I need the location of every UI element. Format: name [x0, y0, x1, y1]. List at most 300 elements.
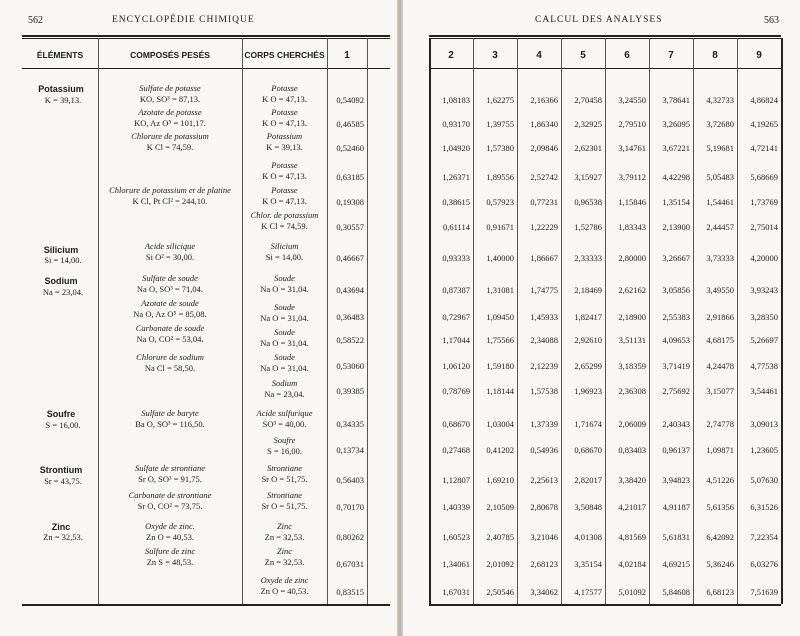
- compound-formula: Sr O, SO³ = 91,75.: [138, 474, 202, 484]
- factor-cell: 2,65299: [574, 361, 602, 371]
- factor-cell: 2,79510: [618, 119, 646, 129]
- factor-cell: 4,21017: [618, 502, 646, 512]
- factor-cell: 7,51639: [750, 587, 778, 597]
- factor-cell: 2,52742: [530, 172, 558, 182]
- factor-cell: 0,83515: [336, 587, 364, 597]
- factor-cell: 1,35154: [662, 197, 690, 207]
- factor-cell: 0,87387: [442, 285, 470, 295]
- sought-formula: Sr O = 51,75.: [261, 501, 308, 511]
- factor-cell: 4,81569: [618, 532, 646, 542]
- factor-cell: 5,19681: [706, 143, 734, 153]
- factor-cell: 0,38615: [442, 197, 470, 207]
- compound-formula: KO, Az O⁵ = 101,17.: [134, 118, 206, 128]
- factor-cell: 3,15077: [706, 386, 734, 396]
- sought-formula: Na O = 31,04.: [260, 338, 309, 348]
- factor-cell: 2,33333: [574, 253, 602, 263]
- factor-cell: 5,07630: [750, 475, 778, 485]
- compound-formula: K Cl, Pt Cl² = 244,10.: [132, 196, 208, 206]
- factor-cell: 2,62301: [574, 143, 602, 153]
- sought-formula: SO³ = 40,00.: [262, 419, 307, 429]
- factor-cell: 2,75014: [750, 222, 778, 232]
- table-top-rule: [22, 35, 390, 37]
- factor-cell: 1,74775: [530, 285, 558, 295]
- table-top-rule-inner: [22, 38, 390, 39]
- factor-cell: 1,17044: [442, 335, 470, 345]
- factor-cell: 0,61114: [443, 222, 470, 232]
- sought-name: Zinc: [276, 521, 293, 531]
- factor-cell: 1,18144: [486, 386, 514, 396]
- factor-cell: 2,32925: [574, 119, 602, 129]
- factor-cell: 0,58522: [336, 335, 364, 345]
- weighed-compound: [100, 241, 240, 263]
- sought-name: Soude: [274, 327, 295, 337]
- element-name: Potassium: [38, 84, 84, 94]
- header-col-1: 1: [344, 50, 350, 61]
- factor-cell: 1,37339: [530, 419, 558, 429]
- weighed-compound: [100, 273, 240, 295]
- factor-cell: 1,73769: [750, 197, 778, 207]
- header-col-6: 6: [624, 50, 630, 61]
- factor-cell: 1,04920: [442, 143, 470, 153]
- factor-cell: 4,86824: [750, 95, 778, 105]
- factor-cell: 0,96538: [574, 197, 602, 207]
- compound-formula: Zn O = 40,53.: [146, 532, 194, 542]
- factor-cell: 3,34062: [530, 587, 558, 597]
- compound-formula: Na O, CO² = 53,04.: [136, 334, 204, 344]
- factor-cell: 1,75566: [486, 335, 514, 345]
- factor-cell: 2,82017: [574, 475, 602, 485]
- header-col-7: 7: [668, 50, 674, 61]
- element-name: Strontium: [39, 465, 83, 475]
- factor-cell: 2,06009: [618, 419, 646, 429]
- factor-cell: 2,10509: [486, 502, 514, 512]
- factor-cell: 3,38420: [618, 475, 646, 485]
- weighed-compound: [100, 185, 240, 207]
- factor-cell: 4,68175: [706, 335, 734, 345]
- compound-formula: Sr O, CO² = 73,75.: [137, 501, 203, 511]
- sought-name: Soufre: [273, 435, 296, 445]
- sought-name: Potasse: [271, 185, 298, 195]
- factor-cell: 2,12239: [530, 361, 558, 371]
- factor-cell: 1,96923: [574, 386, 602, 396]
- element-formula: S = 16,00.: [45, 420, 81, 430]
- factor-cell: 4,09653: [662, 335, 690, 345]
- factor-cell: 3,09013: [750, 419, 778, 429]
- factor-cell: 1,86667: [530, 253, 558, 263]
- factor-cell: 2,50546: [486, 587, 514, 597]
- element-formula: Zn = 32,53.: [43, 532, 83, 542]
- compound-name: Chlorure de potassium: [131, 131, 209, 141]
- factor-cell: 2,13900: [662, 222, 690, 232]
- sought-name: Potasse: [271, 107, 298, 117]
- sought-formula: Si = 14,00.: [265, 252, 304, 262]
- factor-cell: 1,82417: [574, 312, 602, 322]
- factor-cell: 1,57538: [530, 386, 558, 396]
- factor-cell: 4,42298: [662, 172, 690, 182]
- element-name: Soufre: [46, 409, 76, 419]
- sought-body: [243, 210, 326, 232]
- factor-cell: 6,31526: [750, 502, 778, 512]
- compound-name: Oxyde de zinc.: [145, 521, 195, 531]
- factor-cell: 3,54461: [750, 386, 778, 396]
- factor-cell: 0,53060: [336, 361, 364, 371]
- compound-formula: Ba O, SO³ = 116,50.: [135, 419, 205, 429]
- compound-name: Azotate de soude: [141, 298, 199, 308]
- compound-formula: K Cl = 74,59.: [146, 142, 194, 152]
- factor-cell: 2,40785: [486, 532, 514, 542]
- factor-cell: 3,78641: [662, 95, 690, 105]
- weighed-compound: [100, 408, 240, 430]
- weighed-compound: [100, 323, 240, 345]
- factor-cell: 5,36246: [706, 559, 734, 569]
- sought-body: [243, 352, 326, 374]
- element-formula: K = 39,13.: [44, 95, 82, 105]
- sought-formula: Na = 23,04.: [264, 389, 305, 399]
- factor-cell: 1,08183: [442, 95, 470, 105]
- factor-cell: 3,93243: [750, 285, 778, 295]
- weighed-compound: [100, 521, 240, 543]
- factor-cell: 2,55383: [662, 312, 690, 322]
- right-page-number: 563: [764, 15, 779, 26]
- sought-body: [243, 521, 326, 543]
- weighed-compound: [100, 490, 240, 512]
- compound-name: Sulfate de soude: [142, 273, 198, 283]
- factor-cell: 4,77538: [750, 361, 778, 371]
- header-col-4: 4: [536, 50, 542, 61]
- factor-cell: 2,34088: [530, 335, 558, 345]
- sought-body: [243, 83, 326, 105]
- element-formula: Na = 23,04.: [42, 287, 84, 297]
- factor-cell: 0,77231: [530, 197, 558, 207]
- header-col-8: 8: [712, 50, 718, 61]
- factor-cell: 7,22354: [750, 532, 778, 542]
- factor-cell: 2,18900: [618, 312, 646, 322]
- factor-cell: 2,80678: [530, 502, 558, 512]
- factor-cell: 0,93170: [442, 119, 470, 129]
- sought-body: [243, 546, 326, 568]
- factor-cell: 4,19265: [750, 119, 778, 129]
- factor-cell: 1,57380: [486, 143, 514, 153]
- compound-name: Sulfate de potasse: [139, 83, 201, 93]
- factor-cell: 0,30557: [336, 222, 364, 232]
- sought-name: Strontiane: [266, 490, 303, 500]
- compound-name: Chlorure de potassium et de platine: [109, 185, 231, 195]
- factor-cell: 0,68670: [574, 445, 602, 455]
- header-col-3: 3: [492, 50, 498, 61]
- compound-formula: Na Cl = 58,50.: [144, 363, 196, 373]
- element-name: Zinc: [51, 522, 71, 532]
- factor-cell: 3,94823: [662, 475, 690, 485]
- factor-cell: 2,62162: [618, 285, 646, 295]
- header-col-2: 2: [448, 50, 454, 61]
- weighed-compound: [100, 131, 240, 153]
- factor-cell: 3,50848: [574, 502, 602, 512]
- factor-cell: 3,05856: [662, 285, 690, 295]
- table-bottom-rule: [22, 604, 390, 606]
- element-formula: Si = 14,00.: [44, 255, 82, 265]
- factor-cell: 5,68669: [750, 172, 778, 182]
- factor-cell: 1,26371: [442, 172, 470, 182]
- sought-formula: S = 16,00.: [266, 446, 303, 456]
- sought-name: Potassium: [266, 131, 303, 141]
- factor-cell: 4,32733: [706, 95, 734, 105]
- compound-name: Carbonate de soude: [135, 323, 205, 333]
- table-bottom-rule: [429, 604, 781, 606]
- sought-name: Sodium: [271, 378, 298, 388]
- factor-cell: 5,01092: [618, 587, 646, 597]
- factor-cell: 3,72680: [706, 119, 734, 129]
- sought-name: Silicium: [270, 241, 299, 251]
- factor-cell: 5,26697: [750, 335, 778, 345]
- factor-cell: 1,39755: [486, 119, 514, 129]
- sought-formula: Sr O = 51,75.: [261, 474, 308, 484]
- factor-cell: 3,67221: [662, 143, 690, 153]
- sought-formula: Na O = 31,04.: [260, 284, 309, 294]
- factor-cell: 0,46585: [336, 119, 364, 129]
- sought-body: [243, 185, 326, 207]
- compound-name: Sulfate de strontiane: [134, 463, 206, 473]
- factor-cell: 1,60523: [442, 532, 470, 542]
- factor-cell: 4,20000: [750, 253, 778, 263]
- factor-cell: 3,73333: [706, 253, 734, 263]
- sought-body: [243, 302, 326, 324]
- factor-cell: 0,36483: [336, 312, 364, 322]
- factor-cell: 0,83403: [618, 445, 646, 455]
- factor-cell: 2,16366: [530, 95, 558, 105]
- factor-cell: 3,79112: [618, 172, 646, 182]
- factor-cell: 0,19308: [336, 197, 364, 207]
- factor-cell: 2,92610: [574, 335, 602, 345]
- factor-cell: 2,44457: [706, 222, 734, 232]
- left-page: [0, 0, 397, 636]
- factor-cell: 1,12807: [442, 475, 470, 485]
- sought-body: [243, 273, 326, 295]
- factor-cell: 5,61356: [706, 502, 734, 512]
- compound-name: Azotate de potasse: [138, 107, 202, 117]
- sought-formula: K = 39,13.: [266, 142, 303, 152]
- factor-cell: 1,31081: [486, 285, 514, 295]
- factor-cell: 6,42092: [706, 532, 734, 542]
- sought-body: [243, 160, 326, 182]
- sought-formula: K Cl = 74,59.: [261, 221, 308, 231]
- factor-cell: 3,35154: [574, 559, 602, 569]
- compound-name: Sulfure de zinc: [144, 546, 196, 556]
- factor-cell: 3,18359: [618, 361, 646, 371]
- factor-cell: 4,02184: [618, 559, 646, 569]
- sought-formula: K O = 47,13.: [262, 196, 307, 206]
- factor-cell: 2,80000: [618, 253, 646, 263]
- factor-cell: 2,18469: [574, 285, 602, 295]
- factor-cell: 6,03276: [750, 559, 778, 569]
- factor-cell: 1,89556: [486, 172, 514, 182]
- compound-name: Sulfate de baryte: [141, 408, 199, 418]
- sought-body: [243, 408, 326, 430]
- factor-cell: 4,91187: [662, 502, 690, 512]
- element-name: Sodium: [44, 276, 78, 286]
- sought-body: [243, 435, 326, 457]
- sought-formula: Na O = 31,04.: [260, 363, 309, 373]
- table-top-rule: [429, 35, 781, 37]
- header-col-9: 9: [756, 50, 762, 61]
- factor-cell: 0,43694: [336, 285, 364, 295]
- factor-cell: 1,34061: [442, 559, 470, 569]
- factor-cell: 1,03004: [486, 419, 514, 429]
- factor-cell: 1,45933: [530, 312, 558, 322]
- sought-formula: K O = 47,13.: [262, 118, 307, 128]
- factor-cell: 4,17577: [574, 587, 602, 597]
- factor-cell: 1,09871: [706, 445, 734, 455]
- factor-cell: 2,68123: [530, 559, 558, 569]
- factor-cell: 2,09846: [530, 143, 558, 153]
- factor-cell: 3,26095: [662, 119, 690, 129]
- factor-cell: 0,72967: [442, 312, 470, 322]
- factor-cell: 0,70170: [336, 502, 364, 512]
- factor-cell: 1,62275: [486, 95, 514, 105]
- factor-cell: 4,69215: [662, 559, 690, 569]
- sought-formula: K O = 47,13.: [262, 171, 307, 181]
- weighed-compound: [100, 546, 240, 568]
- factor-cell: 5,05483: [706, 172, 734, 182]
- factor-cell: 0,78769: [442, 386, 470, 396]
- header-col-5: 5: [580, 50, 586, 61]
- factor-cell: 3,15927: [574, 172, 602, 182]
- sought-name: Zinc: [276, 546, 293, 556]
- sought-name: Soude: [274, 302, 295, 312]
- factor-cell: 1,40000: [486, 253, 514, 263]
- factor-cell: 1,40339: [442, 502, 470, 512]
- compound-formula: Zn S = 48,53.: [146, 557, 194, 567]
- factor-cell: 1,22229: [530, 222, 558, 232]
- compound-formula: Na O, SO³ = 71,04.: [136, 284, 204, 294]
- factor-cell: 0,56403: [336, 475, 364, 485]
- weighed-compound: [100, 463, 240, 485]
- sought-formula: Zn O = 40,53.: [260, 586, 309, 596]
- sought-body: [243, 490, 326, 512]
- sought-body: [243, 327, 326, 349]
- factor-cell: 2,74778: [706, 419, 734, 429]
- factor-cell: 3,28350: [750, 312, 778, 322]
- factor-cell: 0,54936: [530, 445, 558, 455]
- factor-cell: 2,25613: [530, 475, 558, 485]
- sought-body: [243, 575, 326, 597]
- factor-cell: 6,68123: [706, 587, 734, 597]
- compound-formula: Si O² = 30,00.: [145, 252, 195, 262]
- factor-cell: 1,54461: [706, 197, 734, 207]
- sought-formula: Zn = 32,53.: [264, 532, 305, 542]
- factor-cell: 1,15846: [618, 197, 646, 207]
- sought-body: [243, 463, 326, 485]
- factor-cell: 0,52460: [336, 143, 364, 153]
- sought-name: Soude: [274, 352, 295, 362]
- sought-name: Oxyde de zinc: [260, 575, 309, 585]
- element-formula: Sr = 43,75.: [44, 476, 82, 486]
- sought-formula: K O = 47,13.: [262, 94, 307, 104]
- factor-cell: 3,71419: [662, 361, 690, 371]
- sought-name: Acide sulfurique: [256, 408, 313, 418]
- factor-cell: 0,96137: [662, 445, 690, 455]
- sought-name: Potasse: [271, 83, 298, 93]
- factor-cell: 0,93333: [442, 253, 470, 263]
- weighed-compound: [100, 298, 240, 320]
- factor-cell: 2,75692: [662, 386, 690, 396]
- factor-cell: 0,34335: [336, 419, 364, 429]
- factor-cell: 2,91866: [706, 312, 734, 322]
- factor-cell: 0,68670: [442, 419, 470, 429]
- factor-cell: 2,01092: [486, 559, 514, 569]
- factor-cell: 4,72141: [750, 143, 778, 153]
- factor-cell: 1,06120: [442, 361, 470, 371]
- sought-formula: Zn = 32,53.: [264, 557, 305, 567]
- col-divider: [98, 38, 99, 604]
- factor-cell: 4,01308: [574, 532, 602, 542]
- sought-body: [243, 131, 326, 153]
- factor-cell: 2,36308: [618, 386, 646, 396]
- header-weighed: COMPOSÉS PESÉS: [130, 50, 210, 60]
- factor-cell: 1,67031: [442, 587, 470, 597]
- factor-cell: 3,24550: [618, 95, 646, 105]
- factor-cell: 3,14761: [618, 143, 646, 153]
- left-running-head: ENCYCLOPÉDIE CHIMIQUE: [112, 15, 255, 25]
- compound-formula: Na O, Az O⁵ = 85,08.: [133, 309, 207, 319]
- factor-cell: 0,46667: [336, 253, 364, 263]
- factor-cell: 1,23605: [750, 445, 778, 455]
- col-divider: [781, 38, 783, 604]
- header-elements: ÉLÉMENTS: [36, 50, 84, 60]
- factor-cell: 3,26667: [662, 253, 690, 263]
- factor-cell: 1,86340: [530, 119, 558, 129]
- header-sought: CORPS CHERCHÉS: [244, 50, 325, 60]
- factor-cell: 2,40343: [662, 419, 690, 429]
- factor-cell: 0,39385: [336, 386, 364, 396]
- factor-cell: 5,61831: [662, 532, 690, 542]
- compound-name: Chlorure de sodium: [136, 352, 204, 362]
- sought-body: [243, 241, 326, 263]
- weighed-compound: [100, 83, 240, 105]
- factor-cell: 4,24478: [706, 361, 734, 371]
- weighed-compound: [100, 107, 240, 129]
- factor-cell: 1,83343: [618, 222, 646, 232]
- factor-cell: 5,84608: [662, 587, 690, 597]
- factor-cell: 1,59180: [486, 361, 514, 371]
- factor-cell: 1,71674: [574, 419, 602, 429]
- weighed-compound: [100, 352, 240, 374]
- factor-cell: 4,51226: [706, 475, 734, 485]
- sought-name: Potasse: [271, 160, 298, 170]
- sought-name: Chlor. de potassium: [250, 210, 319, 220]
- factor-cell: 0,57923: [486, 197, 514, 207]
- factor-cell: 1,52786: [574, 222, 602, 232]
- factor-cell: 2,70458: [574, 95, 602, 105]
- factor-cell: 0,54092: [336, 95, 364, 105]
- element-name: Silicium: [43, 245, 79, 255]
- col-divider: [367, 38, 368, 604]
- sought-body: [243, 378, 326, 400]
- sought-name: Strontiane: [266, 463, 303, 473]
- factor-cell: 3,21046: [530, 532, 558, 542]
- compound-name: Acide silicique: [144, 241, 196, 251]
- sought-formula: Na O = 31,04.: [260, 313, 309, 323]
- sought-name: Soude: [274, 273, 295, 283]
- sought-body: [243, 107, 326, 129]
- compound-formula: KO, SO³ = 87,13.: [139, 94, 201, 104]
- factor-cell: 3,49550: [706, 285, 734, 295]
- factor-cell: 0,80262: [336, 532, 364, 542]
- factor-cell: 1,69210: [486, 475, 514, 485]
- left-page-number: 562: [28, 15, 43, 26]
- header-bottom-rule: [22, 68, 390, 69]
- factor-cell: 0,67031: [336, 559, 364, 569]
- right-running-head: CALCUL DES ANALYSES: [535, 15, 663, 25]
